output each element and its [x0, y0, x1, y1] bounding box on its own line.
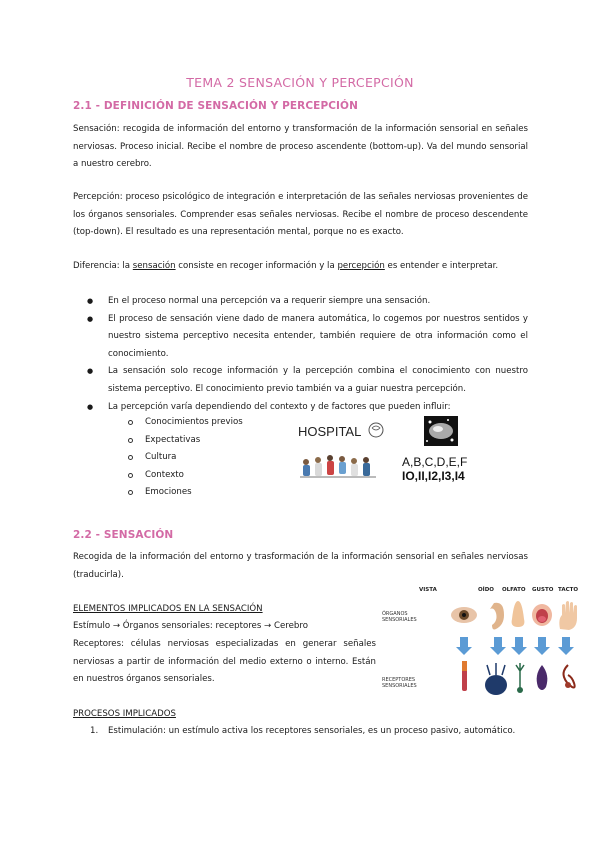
circle-bullet-icon	[128, 438, 133, 443]
list-item: Expectativas	[128, 432, 243, 450]
abc-letters-text: A,B,C,D,E,F	[402, 455, 468, 469]
diferencia-paragraph	[73, 258, 528, 276]
list-item: Cultura	[128, 449, 243, 467]
olfactory-receptor-icon	[516, 663, 524, 693]
percepcion-definition: Percepción: proceso psicológico de integración e interpretación de las señales nerviosas provenientes de los órganos sensoriales. Comprender esas señales nerviosas. Recibe el nombre de proceso descendente (top-down). El resultado es una representación mental, porque no es exacto.	[73, 192, 528, 238]
hospital-text: HOSPITAL	[298, 424, 362, 439]
diferencia-mid: consiste en recoger información y la	[175, 261, 338, 271]
bullet-dot-icon: ●	[87, 297, 94, 305]
diferencia-suffix: es entender e interpretar.	[384, 261, 499, 271]
bullet-dot-icon: ●	[87, 314, 94, 323]
arrow-down-icon	[456, 637, 574, 655]
hospital-illusion-figure	[296, 418, 386, 490]
abc-numbers-text: IO,II,I2,I3,I4	[402, 469, 465, 483]
nose-icon	[512, 601, 525, 627]
list-item: Conocimientos previos	[128, 414, 243, 432]
section-heading-2-2: 2.2 - SENSACIÓN	[73, 529, 174, 541]
noise-image-icon	[424, 416, 458, 446]
list-item: ● La sensación solo recoge información y la percepción combina el conocimiento con nuestro sistema perceptivo. El conocimiento previo también va a guiar nuestra percepción.	[73, 363, 528, 398]
sense-label-vista: VISTA	[419, 587, 437, 593]
row-label-receptores: RECEPTORES SENSORIALES	[382, 677, 417, 689]
receptores-definition: Receptores: células nerviosas especializadas en generar señales nerviosas a partir de información del medio externo o interno. Están en nuestros órganos sensoriales.	[73, 639, 376, 685]
list-item: Contexto	[128, 467, 243, 485]
sense-label-oido: OÍDO	[478, 587, 494, 593]
sense-label-gusto: GUSTO	[532, 587, 554, 593]
senses-figure	[382, 585, 582, 710]
circle-bullet-icon	[128, 420, 133, 425]
list-item: ● La percepción varía dependiendo del contexto y de factores que pueden influir:	[73, 399, 528, 417]
circle-bullet-icon	[128, 455, 133, 460]
factors-list	[128, 414, 243, 502]
ear-icon	[490, 603, 504, 630]
sensacion-intro: Recogida de la información del entorno y trasformación de la información sensorial en señales nerviosas (traducirla).	[73, 552, 528, 580]
abc-numbers-figure	[400, 414, 490, 486]
bullet-dot-icon: ●	[87, 367, 94, 376]
list-item: 1. Estimulación: un estímulo activa los receptores sensoriales, es un proceso pasivo, automático.	[90, 726, 516, 736]
bullet-list	[73, 293, 528, 416]
row-label-organos: ÓRGANOS SENSORIALES	[382, 611, 417, 623]
procesos-list	[73, 723, 528, 741]
circle-bullet-icon	[128, 473, 133, 478]
estimulo-line: Estímulo → Órganos sensoriales: receptores → Cerebro	[73, 621, 308, 631]
diferencia-word-sensacion: sensación	[132, 261, 176, 271]
elementos-heading: ELEMENTOS IMPLICADOS EN LA SENSACIÓN	[73, 604, 263, 614]
sensacion-definition: Sensación: recogida de información del entorno y transformación de la información sensorial en señales nerviosas. Proceso inicial. Recibe el nombre de proceso ascendente (bottom-up). Va del mundo sensorial a nuestro cerebro.	[73, 124, 528, 170]
hair-cell-icon	[485, 663, 507, 695]
diferencia-word-percepcion: percepción	[337, 261, 385, 271]
list-item: Emociones	[128, 484, 243, 502]
people-illustration-icon	[300, 455, 376, 478]
list-item: ● El proceso de sensación viene dado de manera automática, lo cogemos por nuestros sentidos y nuestro sistema perceptivo necesita entender, también requiere de otra información como el conocimiento.	[73, 311, 528, 364]
document-title: TEMA 2 SENSACIÓN Y PERCEPCIÓN	[186, 75, 414, 90]
diferencia-prefix: Diferencia: la	[73, 261, 133, 271]
taste-bud-icon	[537, 665, 548, 690]
procesos-heading: PROCESOS IMPLICADOS	[73, 709, 176, 719]
list-item: ● En el proceso normal una percepción va a requerir siempre una sensación.	[73, 293, 528, 311]
sense-label-tacto: TACTO	[558, 587, 579, 593]
photoreceptor-icon	[462, 661, 467, 691]
section-heading-2-1: 2.1 - DEFINICIÓN DE SENSACIÓN Y PERCEPCIÓN	[73, 100, 358, 112]
eye-icon	[451, 607, 477, 623]
sense-label-olfato: OLFATO	[502, 587, 526, 593]
mouth-icon	[532, 604, 552, 626]
touch-receptor-icon	[564, 665, 575, 688]
hand-icon	[559, 601, 577, 630]
circle-bullet-icon	[128, 490, 133, 495]
bullet-dot-icon: ●	[87, 402, 94, 411]
